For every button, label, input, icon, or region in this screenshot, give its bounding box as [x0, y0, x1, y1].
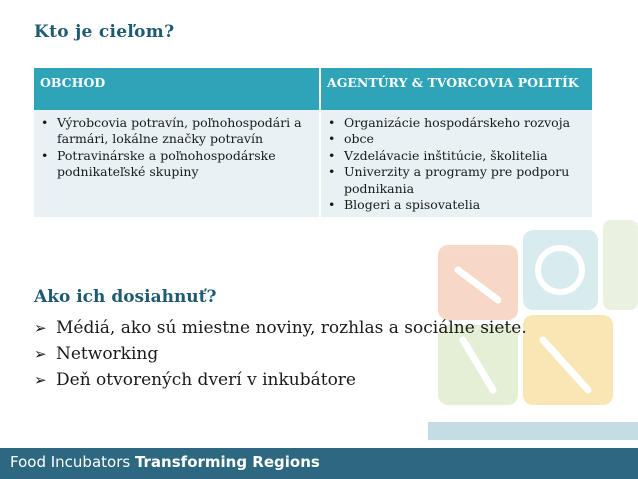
list-item: • Blogeri a spisovatelia: [325, 197, 588, 213]
deco-stripe: [428, 422, 638, 440]
bullet-item: [34, 367, 594, 393]
table-header-business: OBCHOD: [34, 68, 320, 110]
list-item: • Potravinárske a poľnohospodárske podnikateľské skupiny: [38, 148, 315, 181]
bullet-text: Networking: [56, 344, 159, 364]
bullet-text: Deň otvorených dverí v inkubátore: [56, 370, 356, 390]
section-subtitle: Ako ich dosiahnuť?: [34, 287, 217, 307]
slide-title: Kto je cieľom?: [34, 22, 175, 42]
list-item: • Univerzity a programy pre podporu podnikania: [325, 164, 588, 197]
table-header-agencies: AGENTÚRY & TVORCOVIA POLITÍK: [320, 68, 592, 110]
arrow-bullet-icon: ➢: [34, 371, 47, 389]
target-table: [34, 68, 592, 217]
list-item: • Organizácie hospodárskeho rozvoja: [325, 115, 588, 131]
arrow-bullet-icon: ➢: [34, 345, 47, 363]
list-item: • Výrobcovia potravín, poľnohospodári a farmári, lokálne značky potravín: [38, 115, 315, 148]
tile-bg: [603, 220, 638, 310]
footer-bar: [0, 448, 638, 479]
list-item: • Vzdelávacie inštitúcie, školitelia: [325, 148, 588, 164]
footer-brand-part1: Food Incubators: [10, 453, 135, 471]
table-cell-agencies: [320, 110, 592, 217]
bullet-list: [34, 315, 594, 393]
footer-brand-part2: Transforming Regions: [134, 453, 320, 471]
arrow-bullet-icon: ➢: [34, 319, 47, 337]
bullet-item: [34, 341, 594, 367]
footer-brand: [10, 453, 320, 471]
bullet-text: Médiá, ako sú miestne noviny, rozhlas a sociálne siete.: [56, 318, 527, 338]
table-cell-business: [34, 110, 320, 217]
bullet-item: [34, 315, 594, 341]
list-item: • obce: [325, 131, 588, 147]
tile-bg: [523, 230, 598, 310]
